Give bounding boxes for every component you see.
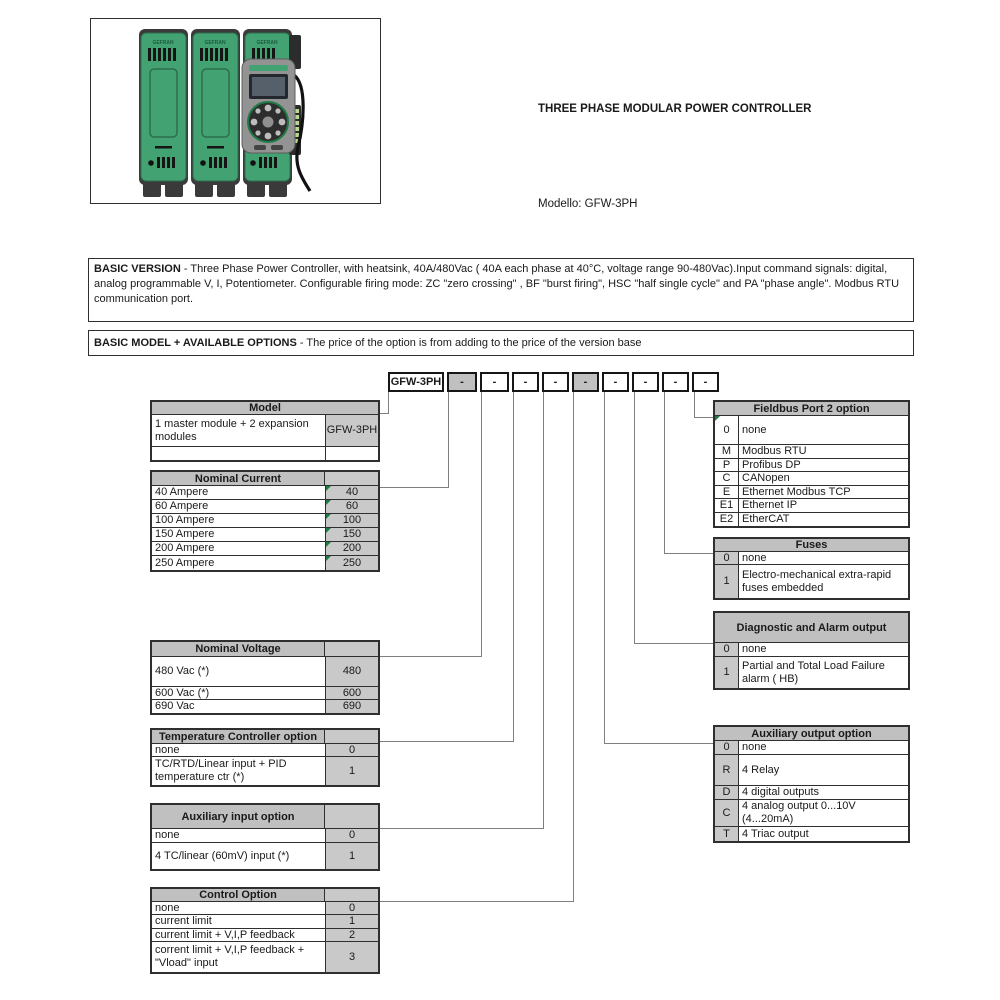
option-label: 100 Ampere [155,514,215,526]
option-code: 100 [325,514,378,527]
table-title-spacer [325,730,378,743]
table-title-spacer [325,642,378,656]
option-label: 4 TC/linear (60mV) input (*) [155,849,290,862]
option-code: 1 [715,657,739,688]
option-label: 480 Vac (*) [155,665,210,677]
page-title: THREE PHASE MODULAR POWER CONTROLLER [538,103,812,115]
temperature-controller-table [150,728,380,787]
basic-model-label: BASIC MODEL + AVAILABLE OPTIONS [94,336,297,349]
option-code: 0 [715,643,739,656]
option-label: 150 Ampere [155,528,215,540]
option-code: 1 [325,843,378,869]
basic-model-options-line [88,330,914,356]
option-label: 60 Ampere [155,500,209,512]
order-code-separator-box-6: - [602,372,629,392]
table-title: Auxiliary input option [152,805,325,828]
option-label: Partial and Total Load Failure alarm ( HB) [742,659,885,685]
option-label: 200 Ampere [155,542,215,554]
order-code-separator-box-5: - [572,372,599,392]
fieldbus-port2-table [713,400,910,528]
table-title-spacer [325,472,378,485]
auxiliary-input-table [150,803,380,871]
order-code-base-box: GFW-3PH [388,372,444,392]
table-title: Nominal Current [152,472,325,485]
table-title: Auxiliary output option [751,727,872,740]
option-label: TC/RTD/Linear input + PID temperature ctr (*) [155,758,287,783]
table-title: Model [249,402,281,414]
option-code: E [715,486,739,498]
connector-line [634,643,713,644]
nominal-voltage-table [150,640,380,715]
order-code-separator-box-7: - [632,372,659,392]
option-code: 1 [325,915,378,928]
option-label: corrent limit + V,I,P feedback + "Vload" input [155,944,305,969]
diagnostic-alarm-table [713,611,910,690]
basic-model-text: - The price of the option is from adding to the price of the version base [296,336,642,349]
basic-version-description [88,258,914,322]
order-code-separator-box-2: - [480,372,509,392]
option-code: C [715,800,739,826]
connector-line [388,392,389,413]
basic-version-label: BASIC VERSION [94,263,181,275]
option-label: current limit + V,I,P feedback [155,928,295,941]
option-label: 4 analog output 0...10V (4...20mA) [742,800,856,825]
option-code: 690 [325,700,378,713]
connector-line [380,828,544,829]
option-label: 40 Ampere [155,486,209,498]
brand-logo: GEFRAN [152,40,174,46]
option-label: Ethernet IP [742,499,798,511]
connector-line [481,392,482,656]
option-code: 3 [325,942,378,972]
order-code-separator-box-3: - [512,372,539,392]
option-label: none [155,829,180,841]
option-code: 150 [325,528,378,541]
option-code: 1 [325,757,378,785]
option-label: Profibus DP [742,458,801,471]
model-table [150,400,380,462]
connector-line [543,392,544,828]
table-title-spacer [325,889,378,901]
option-label: none [742,741,767,753]
option-code: E2 [715,513,739,526]
option-code: GFW-3PH [325,415,378,446]
option-label: 4 Relay [742,763,780,776]
option-code: C [715,472,739,485]
order-code-separator-box-4: - [542,372,569,392]
handheld-programmer [242,59,295,153]
brand-logo: GEFRAN [204,40,226,46]
connector-line [380,487,449,488]
option-code: M [715,445,739,458]
option-code: D [715,786,739,799]
option-code: 0 [325,829,378,842]
connector-line [604,392,605,743]
option-code: P [715,459,739,471]
option-label: CANopen [742,472,790,484]
option-label [152,447,325,460]
option-label: 690 Vac [155,700,195,712]
option-label: 4 digital outputs [742,786,820,798]
option-label: none [742,551,767,564]
order-code-separator-box-9: - [692,372,719,392]
option-code: 0 [325,744,378,756]
table-title: Nominal Voltage [152,642,325,656]
connector-line [448,392,449,487]
option-code: 250 [325,556,378,570]
option-code: 0 [715,741,739,754]
connector-line [664,392,665,553]
connector-line [694,392,695,417]
option-label: 600 Vac (*) [155,686,210,699]
option-label: Electro-mechanical extra-rapid fuses embedded [742,568,892,594]
option-label: none [742,643,767,655]
table-title: Fieldbus Port 2 option [753,402,870,415]
nominal-current-table [150,470,380,572]
option-code: 200 [325,542,378,555]
option-code [325,447,378,460]
option-label: Modbus RTU [742,445,807,457]
connector-line [604,743,713,744]
connector-line [573,392,574,901]
order-code-separator-box-1: - [447,372,477,392]
order-code-separator-box-8: - [662,372,689,392]
option-code: 1 [715,565,739,598]
basic-version-text: - Three Phase Power Controller, with heatsink, 40A/480Vac ( 40A each phase at 40°C, voltage range 90-480Vac).Input command signals: digital, analog programmable V, I, Potentiometer. Configurable firing mode: ZC "zero crossing" , BF "burst firing", HSC "half single cycle" and PA "phase angle". Modbus RTU communication port. [94,263,900,305]
table-title: Control Option [152,889,325,901]
brand-logo: GEFRAN [256,40,278,46]
option-code: 40 [325,486,378,499]
table-title: Diagnostic and Alarm output [736,621,887,634]
fuses-table [713,537,910,600]
option-label: current limit [155,915,212,927]
connector-line [513,392,514,741]
option-code: 0 [325,902,378,914]
table-title: Fuses [795,539,828,551]
connector-line [380,413,389,414]
option-code: 0 [715,416,739,444]
product-image [91,19,380,203]
connector-line [694,417,713,418]
connector-line [634,392,635,643]
option-label: none [155,901,180,914]
model-name-line: Modello: GFW-3PH [538,198,638,210]
option-code: E1 [715,499,739,512]
option-label: Ethernet Modbus TCP [742,485,851,498]
table-title: Temperature Controller option [152,730,325,743]
option-label: none [155,743,180,756]
connector-line [380,741,514,742]
auxiliary-output-table [713,725,910,843]
connector-line [380,656,482,657]
product-image-frame [90,18,381,204]
option-label: EtherCAT [742,513,790,525]
option-code: R [715,755,739,785]
connector-line [380,901,574,902]
option-code: 60 [325,500,378,513]
option-label: none [742,423,767,436]
option-code: 600 [325,687,378,699]
table-title-spacer [325,805,378,828]
option-label: 1 master module + 2 expansion modules [155,417,309,443]
option-label: 4 Triac output [742,827,809,840]
option-code: 2 [325,929,378,941]
control-option-table [150,887,380,974]
option-code: T [715,827,739,841]
connector-line [664,553,713,554]
option-label: 250 Ampere [155,556,215,569]
option-code: 480 [325,657,378,686]
option-code: 0 [715,552,739,564]
